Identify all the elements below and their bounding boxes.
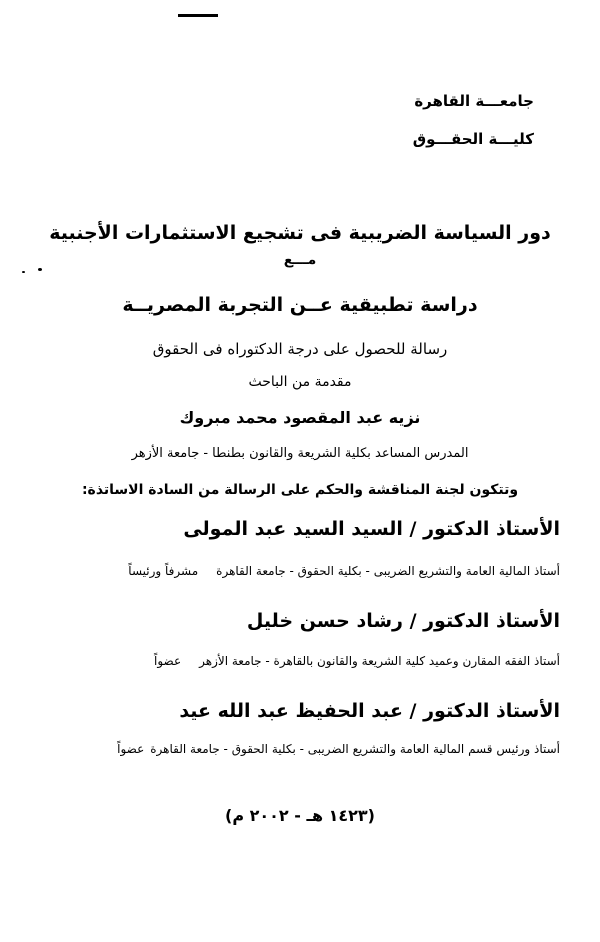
member-role: عضواً [154,654,182,668]
thesis-purpose: رسالة للحصول على درجة الدكتوراه فى الحقوق [152,340,448,358]
thesis-subtitle: دراسة تطبيقية عــن التجربة المصريــة [122,294,478,316]
researcher-name: نزيه عبد المقصود محمد مبروك [179,408,421,427]
presented-by: مقدمة من الباحث [248,374,352,390]
committee-member-name: الأستاذ الدكتور / السيد السيد عبد المولى [183,518,560,540]
member-affiliation: أستاذ المالية العامة والتشريع الضريبى - بكلية الحقوق - جامعة القاهرة [216,564,560,578]
thesis-date: (١٤٢٣ هـ - ٢٠٠٢ م) [225,806,375,825]
member-affiliation: أستاذ الفقه المقارن وعميد كلية الشريعة والقانون بالقاهرة - جامعة الأزهر [199,654,560,668]
university-name: جامعـــة القاهرة [414,92,534,110]
committee-member-description [128,564,560,578]
committee-intro: وتتكون لجنة المناقشة والحكم على الرسالة من السادة الاساتذة: [81,482,519,498]
committee-member-description [117,742,560,756]
thesis-title: دور السياسة الضريبية فى تشجيع الاستثمارات الأجنبية [49,222,551,244]
member-role: مشرفاً ورئيساً [128,564,199,578]
scan-mark-top [178,14,218,17]
researcher-title: المدرس المساعد بكلية الشريعة والقانون بطنطا - جامعة الأزهر [131,446,469,461]
committee-member-name: الأستاذ الدكتور / عبد الحفيظ عبد الله عيد [179,700,560,722]
committee-member-name: الأستاذ الدكتور / رشاد حسن خليل [246,610,560,632]
title-connector: مـــع [283,252,317,268]
committee-member-description [154,654,560,668]
member-role: عضواً [117,742,145,756]
scan-speck [38,268,42,271]
scan-speck [22,271,25,273]
faculty-name: كليـــة الحقـــوق [412,130,534,148]
member-affiliation: أستاذ ورئيس قسم المالية العامة والتشريع الضريبى - بكلية الحقوق - جامعة القاهرة [150,742,560,756]
